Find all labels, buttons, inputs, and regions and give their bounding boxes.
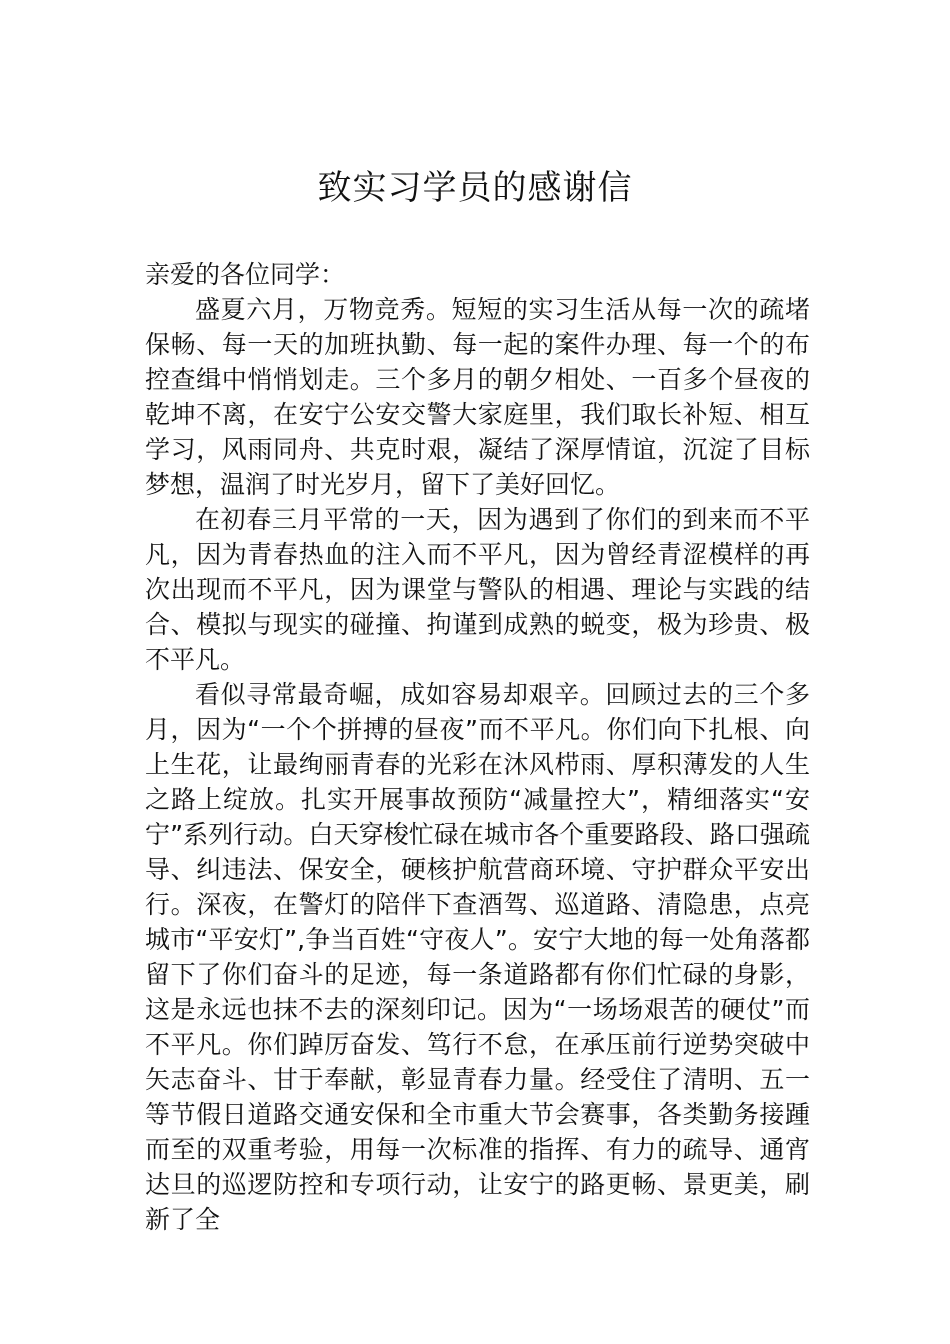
paragraph-2: 在初春三月平常的一天，因为遇到了你们的到来而不平凡，因为青春热血的注入而不平凡，因为曾经青涩模样的再次出现而不平凡，因为课堂与警队的相遇、理论与实践的结合、模拟与现实的碰撞、拘谨到成熟的蜕变，极为珍贵、极不平凡。 bbox=[145, 505, 810, 674]
letter-title: 致实习学员的感谢信 bbox=[317, 168, 633, 208]
paragraph-3: 看似寻常最奇崛，成如容易却艰辛。回顾过去的三个多月，因为“一个个拼搏的昼夜”而不平凡。你们向下扎根、向上生花，让最绚丽青春的光彩在沐风栉雨、厚积薄发的人生之路上绽放。扎实开展事故预防“减量控大”，精细落实“安宁”系列行动。白天穿梭忙碌在城市各个重要路段、路口强疏导、纠违法、保安全，硬核护航营商环境、守护群众平安出行。深夜，在警灯的陪伴下查酒驾、巡道路、清隐患，点亮城市“平安灯”,争当百姓“守夜人”。安宁大地的每一处角落都留下了你们奋斗的足迹，每一条道路都有你们忙碌的身影，这是永远也抹不去的深刻印记。因为“一场场艰苦的硬仗”而不平凡。你们踔厉奋发、笃行不怠，在承压前行逆势突破中矢志奋斗、甘于奉献，彰显青春力量。经受住了清明、五一等节假日道路交通安保和全市重大节会赛事，各类勤务接踵而至的双重考验，用每一次标准的指挥、有力的疏导、通宵达旦的巡逻防控和专项行动，让安宁的路更畅、景更美，刷新了全 bbox=[145, 680, 810, 1234]
paragraph-1: 盛夏六月，万物竞秀。短短的实习生活从每一次的疏堵保畅、每一天的加班执勤、每一起的案件办理、每一个的布控查缉中悄悄划走。三个多月的朝夕相处、一百多个昼夜的乾坤不离，在安宁公安交警大家庭里，我们取长补短、相互学习，风雨同舟、共克时艰，凝结了深厚情谊，沉淀了目标梦想，温润了时光岁月，留下了美好回忆。 bbox=[145, 295, 810, 499]
salutation: 亲爱的各位同学： bbox=[145, 260, 346, 289]
letter-body bbox=[145, 257, 810, 1237]
